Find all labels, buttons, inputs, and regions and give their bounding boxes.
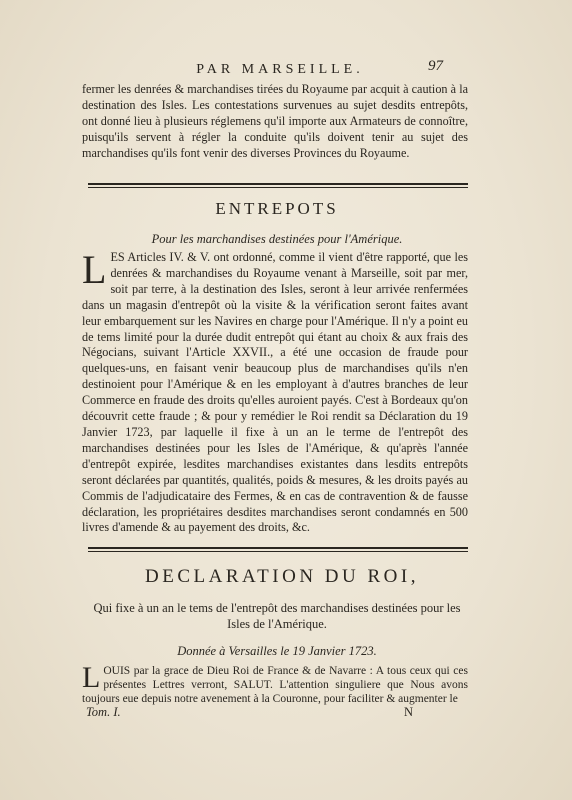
section-heading-declaration: DECLARATION DU ROI, xyxy=(145,566,419,587)
page-number: 97 xyxy=(428,58,443,74)
section-divider xyxy=(88,547,468,552)
section-heading-entrepots: ENTREPOTS xyxy=(215,199,339,218)
paragraph-entrepots-body: ES Articles IV. & V. ont ordonné, comme il vient d'être rapporté, que les denrées & marchandises du Royaume venant à Marseille, soit par mer, soit par terre, à la destination des Isles, seront à leur arrivée renfermées dans un magasin d'entrepôt où la visite & la vérification seront faites avant leur embarquement sur les Navires en charge pour l'Amérique. Il n'y a point eu de tems limité pour la durée dudit entrepôt qui étant au choix & aux frais des Négocians, suivant l'Article XXVII., a été une occasion de fraude pour quelques-uns, en faisant venir beaucoup plus de marchandises qu'ils n'en destinoient pour l'Amérique & en les employant à d'autres branches de leur Commerce en fraude des droits qu'elles auroient payés. C'est à Bordeaux qu'on découvrit cette fraude ; & pour y remédier le Roi rendit sa Déclaration du 19 Janvier 1723, par laquelle il fixe à un an le terme de l'entrepôt des marchandises destinées pour les Isles de l'Amérique, & qu'après l'année d'entrepôt expirée, lesdites marchandises existantes dans lesdits entrepôts seront déclarées par quantités, qualités, poids & mesures, & les droits payés au Commis de l'adjudicataire des Fermes, & en cas de contravention & de fausse déclaration, les propriétaires desdites marchandises seront condamnés en 500 livres d'amende & au payement des droits, &c. xyxy=(82,250,468,535)
volume-label: Tom. I. xyxy=(86,705,121,719)
running-head: PAR MARSEILLE. xyxy=(196,62,364,77)
signature-mark: N xyxy=(404,705,414,719)
paragraph-entrepots xyxy=(82,247,468,536)
section-subtitle-declaration: Qui fixe à un an le tems de l'entrepôt des marchandises destinées pour les Isles de l'Amérique. xyxy=(93,601,461,631)
drop-cap: L xyxy=(82,661,101,694)
declaration-date: Donnée à Versailles le 19 Janvier 1723. xyxy=(177,644,377,658)
section-divider xyxy=(88,183,468,188)
paragraph-declaration-body: OUIS par la grace de Dieu Roi de France & de Navarre : A tous ceux qui ces présentes Lettres verront, SALUT. L'attention singuliere que Nous avons toujours eue depuis notre avenement à la Couronne, pour faciliter & augmenter le xyxy=(82,665,468,705)
paragraph-continued: fermer les denrées & marchandises tirées du Royaume par acquit à caution à la destination des Isles. Les contestations survenues au sujet desdits entrepôts, ont donné lieu à plusieurs réglemens qu'il importe aux Armateurs de connoître, puisqu'ils servent à régler la conduite qu'ils doivent tenir au sujet des marchandises qu'ils font venir des diverses Provinces du Royaume. xyxy=(82,82,468,160)
paragraph-declaration xyxy=(82,661,468,706)
drop-cap: L xyxy=(82,247,107,292)
section-subtitle-entrepots: Pour les marchandises destinées pour l'Amérique. xyxy=(151,232,403,246)
